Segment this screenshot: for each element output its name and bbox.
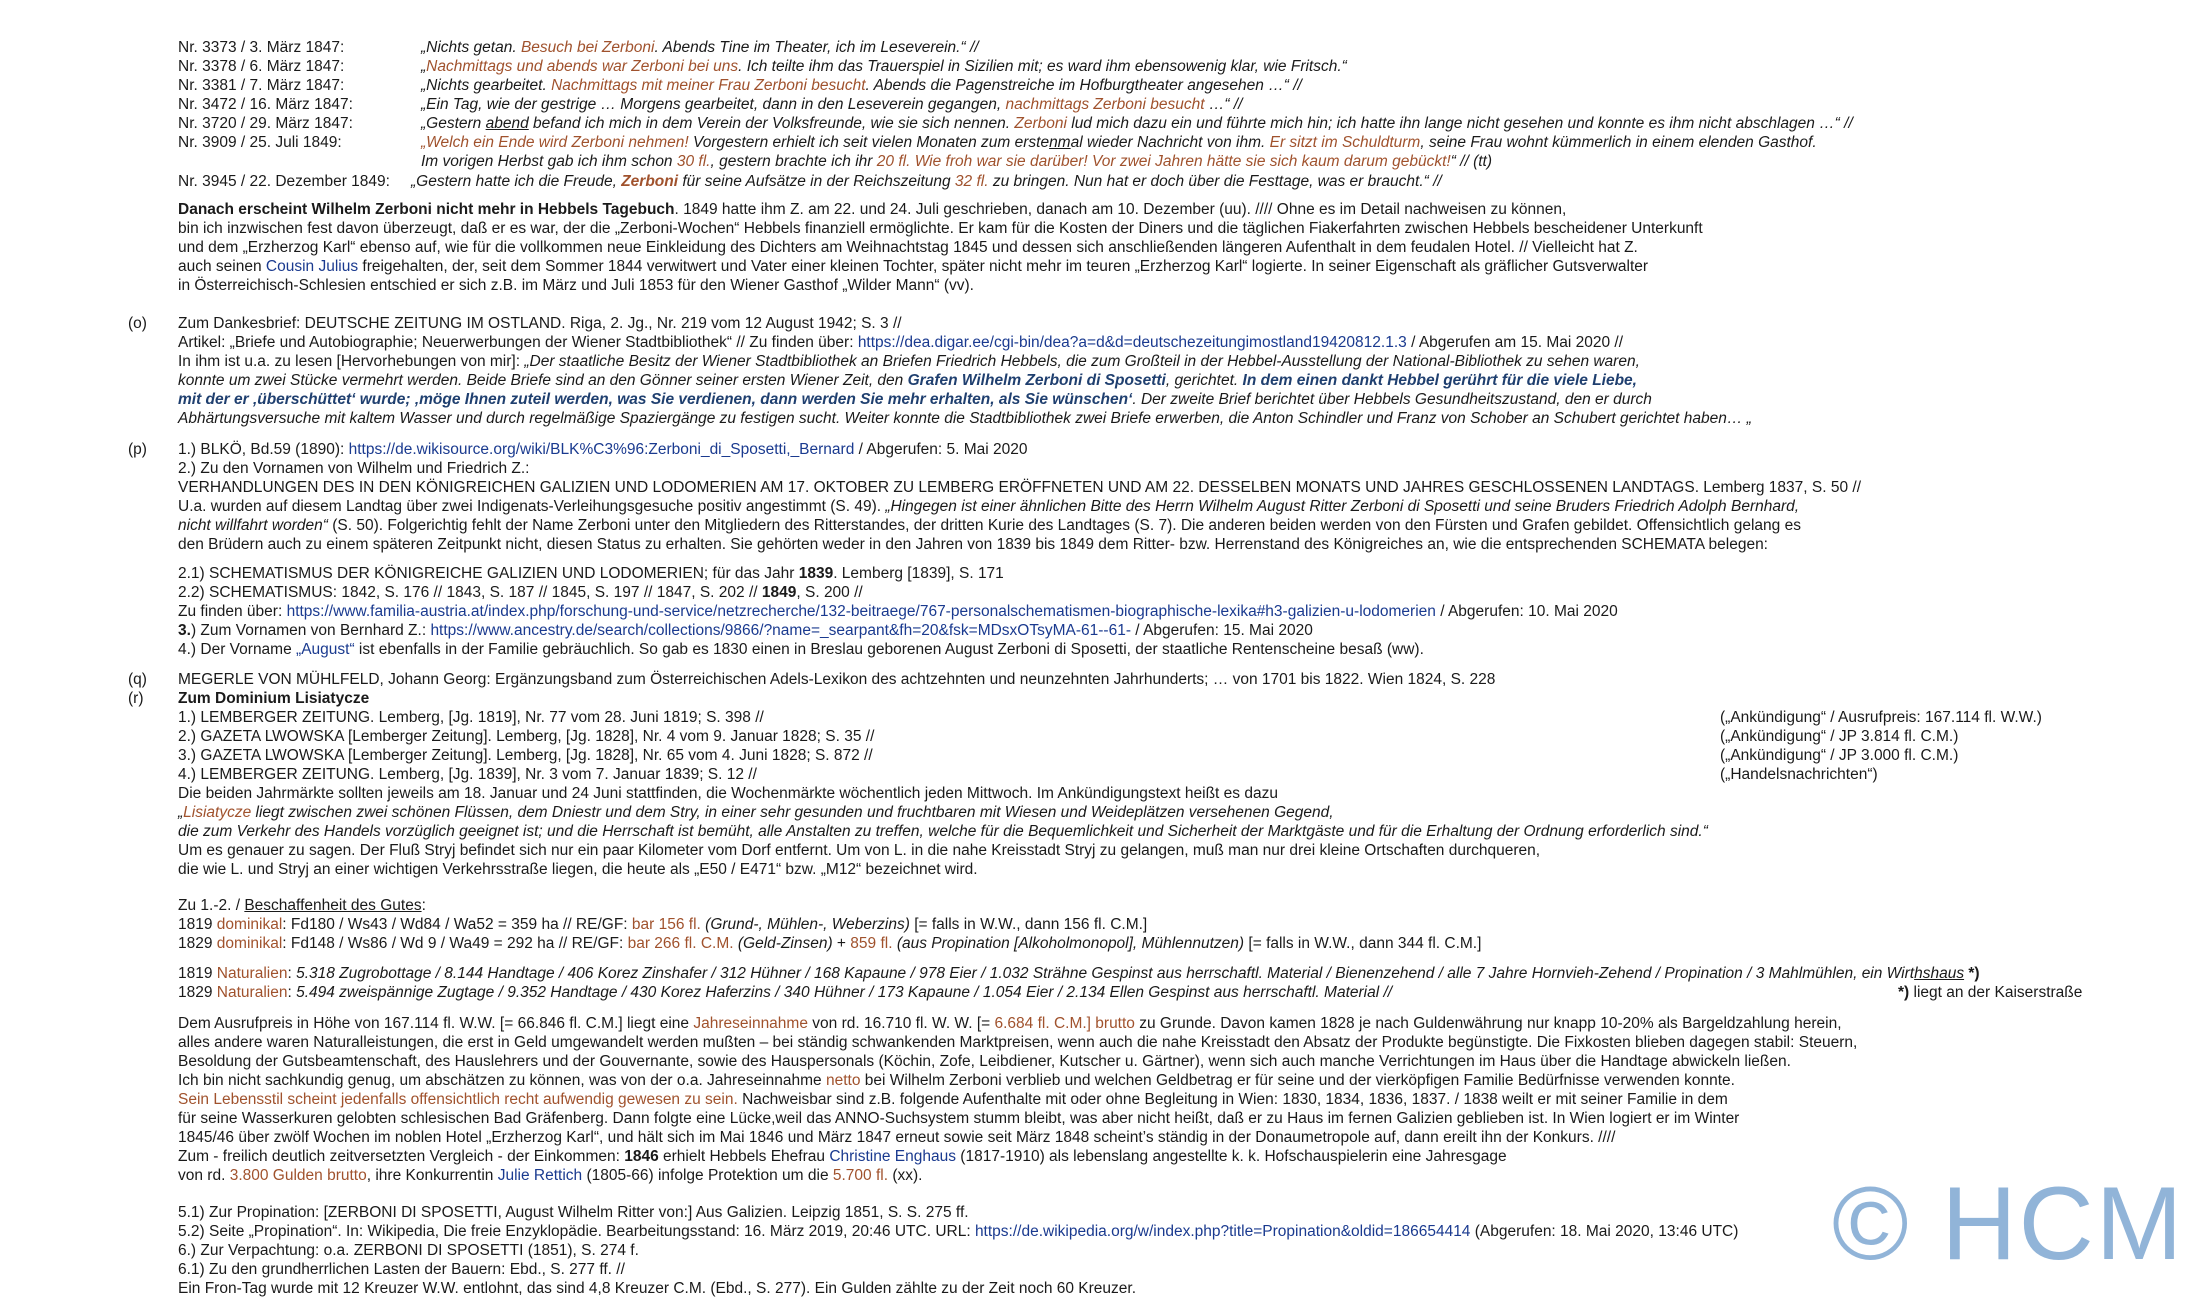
text-line (178, 841, 1540, 860)
text-segment: den Brüdern auch zu einem späteren Zeitpunkt nicht, diesen Status zu erhalten. Sie gehörten weder in den Jahren von 1839 bis 1849 dem Ritter- bzw. Herrenstand des Königreiches an, wie die entsprechenden SCHEMATA belegen: (178, 536, 1768, 553)
text-line (178, 390, 1652, 409)
text-segment: bin ich inzwischen fest davon überzeugt, daß er es war, der die „Zerboni-Wochen“ Hebbels finanziell ermöglichte. Er kam für die Kosten der Diners und die täglichen Fiakerfahrten zwischen Hebbels bescheidener Unterkunft (178, 220, 1703, 237)
text-line (178, 1033, 1857, 1052)
text-segment: Zum - freilich deutlich zeitversetzten Vergleich - der Einkommen: (178, 1148, 625, 1165)
text-segment: 3.800 Gulden brutto (229, 1167, 367, 1184)
text-segment: Abhärtungsversuche mit kaltem Wasser und durch regelmäßige Spaziergänge zu festigen sucht. Weiter konnte die Stadtbibliothek zwei Briefe erwerben, die Anton Schindler und Franz von Schober an Schubert gerichtet haben… „ (178, 410, 1752, 427)
text-segment: ist ebenfalls in der Familie gebräuchlich. So gab es 1830 einen in Breslau geborenen August Zerboni di Sposetti, der staatliche Rentenscheine besaß (ww). (354, 641, 1424, 658)
text-line (178, 964, 1980, 983)
text-segment: „Gestern hatte ich die Freude, (411, 173, 622, 190)
text-segment: . Der zweite Brief berichtet über Hebbels Gesundheitszustand, den er durch (1132, 391, 1652, 408)
text-line (178, 535, 1768, 554)
text-segment: konnte um zwei Stücke vermehrt werden. Beide Briefe sind an den Gönner seiner ersten Wiener Zeit, den (178, 372, 908, 389)
text-segment: . Abends Tine im Theater, ich im Leseverein.“ // (654, 39, 979, 56)
text-segment: lud mich dazu ein und führte mich hin; ich hatte ihn lange nicht gesehen und konnte es ihm nicht abschlagen …“ // (1066, 115, 1853, 132)
text-line (178, 1109, 1739, 1128)
text-segment: mit der er ‚überschüttet‘ wurde; ‚möge Ihnen zuteil werden, was Sie verdienen, dann werden Sie mehr erhalten, als Sie wünschen‘ (178, 391, 1133, 408)
text-segment: Jahreseinnahme (693, 1015, 808, 1032)
text-line (178, 1090, 1728, 1109)
text-segment: Danach erscheint Wilhelm Zerboni nicht mehr in Hebbels Tagebuch (178, 201, 675, 218)
text-segment: . Abends die Pagenstreiche im Hofburgtheater angesehen …“ // (865, 77, 1302, 94)
text-segment: In dem einen dankt Hebbel gerührt für die viele Liebe, (1242, 372, 1637, 389)
text-segment: / Abgerufen am 15. Mai 2020 // (1406, 334, 1624, 351)
text-segment: : Fd148 / Ws86 / Wd 9 / Wa49 = 292 ha // RE/GF: (282, 935, 628, 952)
footnote-label: (r) (128, 690, 144, 707)
text-segment: und dem „Erzherzog Karl“ ebenso auf, wie für die vollkommen neue Einkleidung des Dichters am Weihnachtstag 1845 und dessen sich anschließenden längeren Aufenthalt in dem feudalen Hotel. // Vielleicht hat Z. (178, 239, 1638, 256)
source-entry: 2.) GAZETA LWOWSKA [Lemberger Zeitung]. Lemberg, [Jg. 1828], Nr. 4 vom 9. Januar 1828; S. 35 // (178, 728, 875, 745)
diary-quote (421, 76, 1302, 95)
diary-quote (421, 95, 1242, 114)
text-segment: [= falls in W.W., dann 156 fl. C.M.] (909, 916, 1148, 933)
source-note: („Handelsnachrichten“) (1720, 766, 1878, 783)
text-line (178, 934, 1481, 953)
text-segment: : (287, 984, 297, 1001)
reference-link[interactable]: https://dea.digar.ee/cgi-bin/dea?a=d&d=deutschezeitungimostland19420812.1.3 (857, 334, 1407, 351)
text-segment: „Nichts getan. (421, 39, 521, 56)
text-segment: . 1849 hatte ihm Z. am 22. und 24. Juli geschrieben, danach am 10. Dezember (uu). //// Ohne es im Detail nachweisen zu können, (674, 201, 1567, 218)
text-segment: / Abgerufen: 5. Mai 2020 (854, 441, 1028, 458)
text-segment: VERHANDLUNGEN DES IN DEN KÖNIGREICHEN GALIZIEN UND LODOMERIEN AM 17. OKTOBER ZU LEMBERG ERÖFFNETEN UND AM 22. DESSELBEN MONATS UND JAHRES GESCHLOSSENEN LANDTAGS. Lemberg 1837, S. 50 // (178, 479, 1861, 496)
diary-quote (421, 133, 1817, 152)
text-segment: (xx). (888, 1167, 923, 1184)
text-segment: + (832, 935, 851, 952)
text-line (178, 1147, 1507, 1166)
text-segment: hshaus (1914, 965, 1965, 982)
text-line (178, 1071, 1735, 1090)
text-segment: Ich bin nicht sachkundig genug, um abschätzen zu können, was von der o.a. Jahreseinnahme (178, 1072, 826, 1089)
section-heading: Zum Dominium Lisiatycze (178, 690, 370, 707)
text-segment: alles andere waren Naturalleistungen, die erst in Geld umgewandelt werden mußten – bei ständig schwankenden Marktpreisen, wenn auch die nahe Kreisstadt den Absatz der Produkte begünstigte. Die Fixkosten blieben dagegen stabil: Steuern, (178, 1034, 1858, 1051)
text-segment: Besoldung der Gutsbeamtenschaft, des Hauslehrers und der Gouvernante, sowie des Hauspersonals (Köchin, Zofe, Leibdiener, Kutscher u. Gärtner), wenn sich auch manche Verrichtungen im Haus über die Handtage abwickeln ließen. (178, 1053, 1791, 1070)
text-segment: „ (178, 804, 184, 821)
text-segment: die wie L. und Stryj an einer wichtigen Verkehrsstraße liegen, die heute als „E50 / E471“ bzw. „M12“ bezeichnet wird. (178, 861, 978, 878)
text-line (178, 784, 1278, 803)
reference-link[interactable]: https://de.wikisource.org/wiki/BLK%C3%96:Zerboni_di_Sposetti,_Bernard (348, 441, 855, 458)
text-segment: für seine Wasserkuren gelobten schlesischen Bad Gräfenberg. Dann folgte eine Lücke,weil das ANNO-Suchsystem stumm bleibt, was aber nicht heißt, daß er zu Haus im fernen Galizien geblieben ist. In Wien logiert er im Winter (178, 1110, 1740, 1127)
source-entry: 4.) LEMBERGER ZEITUNG. Lemberg, [Jg. 1839], Nr. 3 vom 7. Januar 1839; S. 12 // (178, 766, 757, 783)
source-entry: 1.) LEMBERGER ZEITUNG. Lemberg, [Jg. 1819], Nr. 77 vom 28. Juni 1819; S. 398 // (178, 709, 764, 726)
text-line (178, 822, 1708, 841)
text-segment: Julie Rettich (497, 1167, 583, 1184)
text-segment: liegt zwischen zwei schönen Flüssen, dem Dniestr und dem Stry, in einer sehr gesunden und fruchtbaren mit Wiesen und Weideplätzen versehenen Gegend, (251, 804, 1334, 821)
footnote-label: (q) (128, 671, 147, 688)
text-segment: 3. (178, 622, 191, 639)
text-segment: Naturalien (216, 984, 288, 1001)
text-segment: (S. 50). Folgerichtig fehlt der Name Zerboni unter den Mitgliedern des Ritterstandes, der dritten Kurie des Landtages (S. 7). Die anderen beiden werden von den Fürsten und Grafen gebildet. Offensichtlich gelang es (327, 517, 1801, 534)
text-segment: Christine Enghaus (829, 1148, 956, 1165)
text-segment: 5.700 fl. (832, 1167, 889, 1184)
section-heading: Zu 1.-2. / Beschaffenheit des Gutes: (178, 897, 426, 914)
text-line (178, 1260, 625, 1279)
text-segment: 1819 (178, 916, 217, 933)
text-segment: Wie froh war sie darüber! Vor zwei Jahren hätte sie sich kaum darum gebückt! (914, 153, 1451, 170)
text-segment: …“ // (1204, 96, 1243, 113)
text-line (178, 602, 1618, 621)
text-segment: al wieder Nachricht von ihm. (1070, 134, 1270, 151)
text-line (178, 497, 1799, 516)
text-segment: Naturalien (216, 965, 288, 982)
text-segment: von rd. 16.710 fl. W. W. [= (807, 1015, 995, 1032)
text-segment: . Ich teilte ihm das Trauerspiel in Sizilien mit; es ward ihm ebensowenig klar, wie Fritsch.“ (738, 58, 1347, 75)
text-segment: Nachmittags mit meiner Frau Zerboni besucht (551, 77, 866, 94)
text-segment: Zum Dankesbrief: DEUTSCHE ZEITUNG IM OSTLAND. Riga, 2. Jg., Nr. 219 vom 12 August 1942; S. 3 // (178, 315, 902, 332)
text-segment: „Welch ein Ende wird Zerboni nehmen! (421, 134, 689, 151)
text-segment: (Abgerufen: 18. Mai 2020, 13:46 UTC) (1470, 1223, 1739, 1240)
text-segment: „Der staatliche Besitz der Wiener Stadtbibliothek an Briefen Friedrich Hebbels, die zum Großteil in der Hebbel-Ausstellung der National-Bibliothek zu sehen waren, (524, 353, 1640, 370)
diary-quote-continued (421, 152, 1492, 171)
text-segment: Besuch bei Zerboni (520, 39, 655, 56)
text-segment: nachmittags Zerboni besucht (1005, 96, 1205, 113)
footnote-label: (o) (128, 315, 147, 332)
text-segment: freigehalten, der, seit dem Sommer 1844 verwitwert und Vater einer kleinen Tochter, später nicht mehr im teuren „Erzherzog Karl“ logierte. In seiner Eigenschaft als gräflicher Gutsverwalter (358, 258, 1649, 275)
text-segment: „ (421, 58, 427, 75)
text-segment: bei Wilhelm Zerboni verblieb und welchen Geldbetrag er für seine und der vierköpfigen Familie Bedürfnisse verwenden konnte. (860, 1072, 1735, 1089)
text-line (178, 257, 1648, 276)
reference-link[interactable]: https://www.ancestry.de/search/collections/9866/?name=_searpant&fh=20&fsk=MDsxOTsyMA-61--61- (430, 622, 1131, 639)
text-segment: Vorgestern erhielt ich seit vielen Monaten zum erste (688, 134, 1050, 151)
text-segment: 2.1) SCHEMATISMUS DER KÖNIGREICHE GALIZIEN UND LODOMERIEN; für das Jahr (178, 565, 799, 582)
text-segment: 859 fl. (850, 935, 893, 952)
text-segment: Im vorigen Herbst gab ich ihm schon (421, 153, 677, 170)
text-segment: Ein Fron-Tag wurde mit 12 Kreuzer W.W. entlohnt, das sind 4,8 Kreuzer C.M. (Ebd., S. 277). Ein Gulden zählte zu der Zeit noch 60 Kreuzer. (178, 1280, 1137, 1297)
copyright-watermark: © HCM (1832, 1166, 2185, 1282)
text-segment: [= falls in W.W., dann 344 fl. C.M.] (1244, 935, 1482, 952)
text-line (178, 983, 1392, 1002)
diary-quote (421, 57, 1347, 76)
text-segment: , seine Frau wohnt kümmerlich in einem elenden Gasthof. (1420, 134, 1817, 151)
text-segment: die zum Verkehr des Handels vorzüglich geeignet ist; und die Herrschaft ist bemüht, alle Anstalten zu treffen, welche für die Bequemlichkeit und Sicherheit der Marktgäste und für die Erhaltung der Ordnung erforderlich sind.“ (178, 823, 1708, 840)
diary-ref: Nr. 3720 / 29. März 1847: (178, 115, 353, 132)
text-segment: Sein Lebensstil scheint jedenfalls offensichtlich recht aufwendig gewesen zu sein. (178, 1091, 738, 1108)
text-segment: (1817-1910) als lebenslang angestellte k. k. Hofschauspielerin eine Jahresgage (956, 1148, 1507, 1165)
text-segment: 5.2) Seite „Propination“. In: Wikipedia, Die freie Enzyklopädie. Bearbeitungsstand: 16. März 2019, 20:46 UTC. URL: (178, 1223, 975, 1240)
text-segment: Dem Ausrufpreis in Höhe von 167.114 fl. W.W. [= 66.846 fl. C.M.] liegt eine (178, 1015, 694, 1032)
text-line (178, 516, 1801, 535)
text-segment: / Abgerufen: 15. Mai 2020 (1131, 622, 1313, 639)
text-segment: Cousin Julius (265, 258, 359, 275)
reference-link[interactable]: https://www.familia-austria.at/index.php/forschung-und-service/netzrecherche/132-beitraege/767-personalschematismen-biographische-lexika#h3-galizien-u-lodomerien (286, 603, 1436, 620)
text-segment: Nachweisbar sind z.B. folgende Aufenthalte mit oder ohne Begleitung in Wien: 1830, 1834, 1836, 1837. / 1838 weilt er mit seiner Familie in dem (737, 1091, 1728, 1108)
text-segment: auch seinen (178, 258, 266, 275)
text-line (178, 1128, 1615, 1147)
text-segment: „August“ (296, 641, 355, 658)
text-line (178, 352, 1640, 371)
source-note: („Ankündigung“ / JP 3.814 fl. C.M.) (1720, 728, 1959, 745)
text-line (178, 915, 1147, 934)
text-segment: , ihre Konkurrentin (366, 1167, 498, 1184)
text-line (178, 860, 978, 879)
text-line (178, 583, 863, 602)
text-line (178, 1203, 969, 1222)
text-segment: abend (485, 115, 529, 132)
text-line (178, 621, 1313, 640)
text-segment: Um es genauer zu sagen. Der Fluß Stryj befindet sich nur ein paar Kilometer vom Dorf entfernt. Um von L. in die nahe Kreisstadt Stryj zu gelangen, muß man nur drei kleine Ortschaften durchqueren, (178, 842, 1541, 859)
text-line (178, 803, 1334, 822)
footnote-q-text: MEGERLE VON MÜHLFELD, Johann Georg: Ergänzungsband zum Österreichischen Adels-Lexikon des achtzehnten und neunzehnten Jahrhunderts; … von 1701 bis 1822. Wien 1824, S. 228 (178, 671, 1496, 688)
text-segment: 1829 (178, 935, 217, 952)
text-segment: 1829 (178, 984, 217, 1001)
diary-ref: Nr. 3472 / 16. März 1847: (178, 96, 353, 113)
text-segment: / Abgerufen: 10. Mai 2020 (1435, 603, 1618, 620)
text-segment: brutto (1095, 1015, 1135, 1032)
text-line (178, 200, 1566, 219)
text-segment: : (287, 965, 297, 982)
diary-ref: Nr. 3909 / 25. Juli 1849: (178, 134, 342, 151)
text-segment: , gerichtet. (1165, 372, 1243, 389)
text-segment: : Fd180 / Ws43 / Wd84 / Wa52 = 359 ha // RE/GF: (282, 916, 632, 933)
text-segment: Nachmittags und abends war Zerboni bei uns (426, 58, 739, 75)
text-segment: 1839 (798, 565, 834, 582)
footnote-kaiserstrasse: *) liegt an der Kaiserstraße (1898, 984, 2083, 1001)
text-segment: 4.) Der Vorname (178, 641, 297, 658)
text-segment: (Geld-Zinsen) (737, 935, 833, 952)
text-segment: 1846 (624, 1148, 659, 1165)
diary-quote (411, 172, 1442, 191)
diary-quote (421, 114, 1853, 133)
text-segment: dominikal (216, 935, 283, 952)
text-line (178, 459, 529, 478)
text-line (178, 333, 1623, 352)
text-segment: 6.) Zur Verpachtung: o.a. ZERBONI DI SPOSETTI (1851), S. 274 f. (178, 1242, 639, 1259)
text-line (178, 371, 1637, 390)
text-segment: in Österreichisch-Schlesien entschied er sich z.B. im März und Juli 1853 für den Wiener Gasthof „Wilder Mann“ (vv). (178, 277, 974, 294)
text-line (178, 1014, 1842, 1033)
text-segment: Artikel: „Briefe und Autobiographie; Neuerwerbungen der Wiener Stadtbibliothek“ // Zu finden über: (178, 334, 858, 351)
footnote-label: (p) (128, 441, 147, 458)
text-segment: „Gestern (421, 115, 486, 132)
text-segment: 2.) Zu den Vornamen von Wilhelm und Friedrich Z.: (178, 460, 530, 477)
diary-quote (421, 38, 979, 57)
text-line (178, 478, 1861, 497)
source-note: („Ankündigung“ / Ausrufpreis: 167.114 fl. W.W.) (1720, 709, 2042, 726)
text-segment: „Ein Tag, wie der gestrige … Morgens gearbeitet, dann in den Leseverein gegangen, (421, 96, 1006, 113)
text-segment: zu bringen. Nun hat er doch über die Festtage, was er braucht.“ // (988, 173, 1442, 190)
text-segment: 2.2) SCHEMATISMUS: 1842, S. 176 // 1843, S. 187 // 1845, S. 197 // 1847, S. 202 // (178, 584, 762, 601)
source-note: („Ankündigung“ / JP 3.000 fl. C.M.) (1720, 747, 1959, 764)
diary-ref: Nr. 3381 / 7. März 1847: (178, 77, 345, 94)
text-line (178, 1241, 639, 1260)
text-segment: netto (825, 1072, 861, 1089)
text-segment: 1.) BLKÖ, Bd.59 (1890): (178, 441, 349, 458)
text-segment: “ // (tt) (1450, 153, 1493, 170)
text-segment: (aus Propination [Alkoholmonopol], Mühlennutzen) (896, 935, 1245, 952)
text-segment: „Hingegen ist einer ähnlichen Bitte des Herrn Wilhelm August Ritter Zerboni di Sposetti und seine Bruders Friedrich Adolph Bernhard, (885, 498, 1800, 515)
text-segment: Er sitzt im Schuldturm (1269, 134, 1421, 151)
text-segment: 30 fl. (676, 153, 711, 170)
text-segment: für seine Aufsätze in der Reichszeitung (678, 173, 955, 190)
text-line (178, 238, 1638, 257)
text-segment: , S. 200 // (796, 584, 863, 601)
text-segment: bar 156 fl. (631, 916, 701, 933)
text-segment: Zerboni (621, 173, 679, 190)
text-segment: Zu finden über: (178, 603, 287, 620)
text-line (178, 219, 1703, 238)
text-segment: 1819 (178, 965, 217, 982)
text-line (178, 1052, 1791, 1071)
text-segment: Grafen Wilhelm Zerboni di Sposetti (907, 372, 1166, 389)
diary-ref: Nr. 3373 / 3. März 1847: (178, 39, 345, 56)
text-segment: 1845/46 über zwölf Wochen im noblen Hotel „Erzherzog Karl“, und hält sich im Mai 1846 und März 1847 erneut sowie seit März 1848 scheint’s ständig in der Donaumetropole auf, dann ereilt ihn der Konkurs. //// (178, 1129, 1616, 1146)
text-segment: von rd. (178, 1167, 230, 1184)
text-segment: 5.318 Zugrobottage / 8.144 Handtage / 406 Korez Zinshafer / 312 Hühner / 168 Kapaune / 978 Eier / 1.032 Strähne Gespinst aus herrschaftl. Material / Bienenzehend / alle 7 Jahre Hornvieh-Zehend / Propination / 3 Mahlmühlen, ein Wirt (296, 965, 1915, 982)
text-segment: 5.1) Zur Propination: [ZERBONI DI SPOSETTI, August Wilhelm Ritter von:] Aus Galizien. Leipzig 1851, S. S. 275 ff. (178, 1204, 969, 1221)
text-segment: Die beiden Jahrmärkte sollten jeweils am 18. Januar und 24 Juni stattfinden, die Wochenmärkte wöchentlich jeden Mittwoch. Im Ankündigungstext heißt es dazu (178, 785, 1278, 802)
text-segment: befand ich mich in dem Verein der Volksfreunde, wie sie sich nennen. (528, 115, 1015, 132)
text-segment: 5.494 zweispännige Zugtage / 9.352 Handtage / 430 Korez Haferzins / 340 Hühner / 173 Kapaune / 1.054 Eier / 2.134 Ellen Gespinst aus herrschaftl. Material // (296, 984, 1393, 1001)
text-line (178, 409, 1752, 428)
text-line (178, 640, 1424, 659)
text-line (178, 1166, 922, 1185)
text-line (178, 314, 902, 333)
text-segment: . Lemberg [1839], S. 171 (833, 565, 1004, 582)
text-line (178, 564, 1004, 583)
text-segment: Zerboni (1014, 115, 1067, 132)
text-segment: *) (1964, 965, 1980, 982)
text-segment: nicht willfahrt worden“ (178, 517, 328, 534)
text-segment: 1849 (761, 584, 797, 601)
diary-ref: Nr. 3378 / 6. März 1847: (178, 58, 345, 75)
text-segment: (Grund-, Mühlen-, Weberzins) (705, 916, 910, 933)
text-segment: (1805-66) infolge Protektion um die (582, 1167, 833, 1184)
text-segment: In ihm ist u.a. zu lesen [Hervorhebungen von mir]: (178, 353, 525, 370)
text-segment: 6.1) Zu den grundherrlichen Lasten der Bauern: Ebd., S. 277 ff. // (178, 1261, 625, 1278)
text-line (178, 1279, 1136, 1298)
text-line (178, 1222, 1738, 1241)
text-segment: U.a. wurden auf diesem Landtag über zwei Indigenats-Verleihungsgesuche positiv angestimmt (S. 49). (178, 498, 886, 515)
source-entry: 3.) GAZETA LWOWSKA [Lemberger Zeitung]. Lemberg, [Jg. 1828], Nr. 65 vom 4. Juni 1828; S. 872 // (178, 747, 873, 764)
text-segment: Lisiatycze (183, 804, 252, 821)
reference-link[interactable]: https://de.wikipedia.org/w/index.php?title=Propination&oldid=186654414 (974, 1223, 1471, 1240)
text-line (178, 440, 1028, 459)
text-segment: 20 fl. (876, 153, 911, 170)
text-segment: 32 fl. (954, 173, 989, 190)
text-segment: 6.684 fl. C.M.] (994, 1015, 1091, 1032)
diary-ref: Nr. 3945 / 22. Dezember 1849: (178, 173, 390, 190)
text-segment: bar 266 fl. C.M. (627, 935, 734, 952)
text-segment: zu Grunde. Davon kamen 1828 je nach Guldenwährung nur knapp 10-20% als Bargeldzahlung herein, (1134, 1015, 1842, 1032)
text-segment: ) Zum Vornamen von Bernhard Z.: (190, 622, 431, 639)
text-segment: dominikal (216, 916, 283, 933)
text-segment: , gestern brachte ich ihr (710, 153, 877, 170)
text-segment: nm (1049, 134, 1071, 151)
text-line (178, 276, 974, 295)
text-segment: „Nichts gearbeitet. (421, 77, 552, 94)
text-segment: erhielt Hebbels Ehefrau (658, 1148, 830, 1165)
